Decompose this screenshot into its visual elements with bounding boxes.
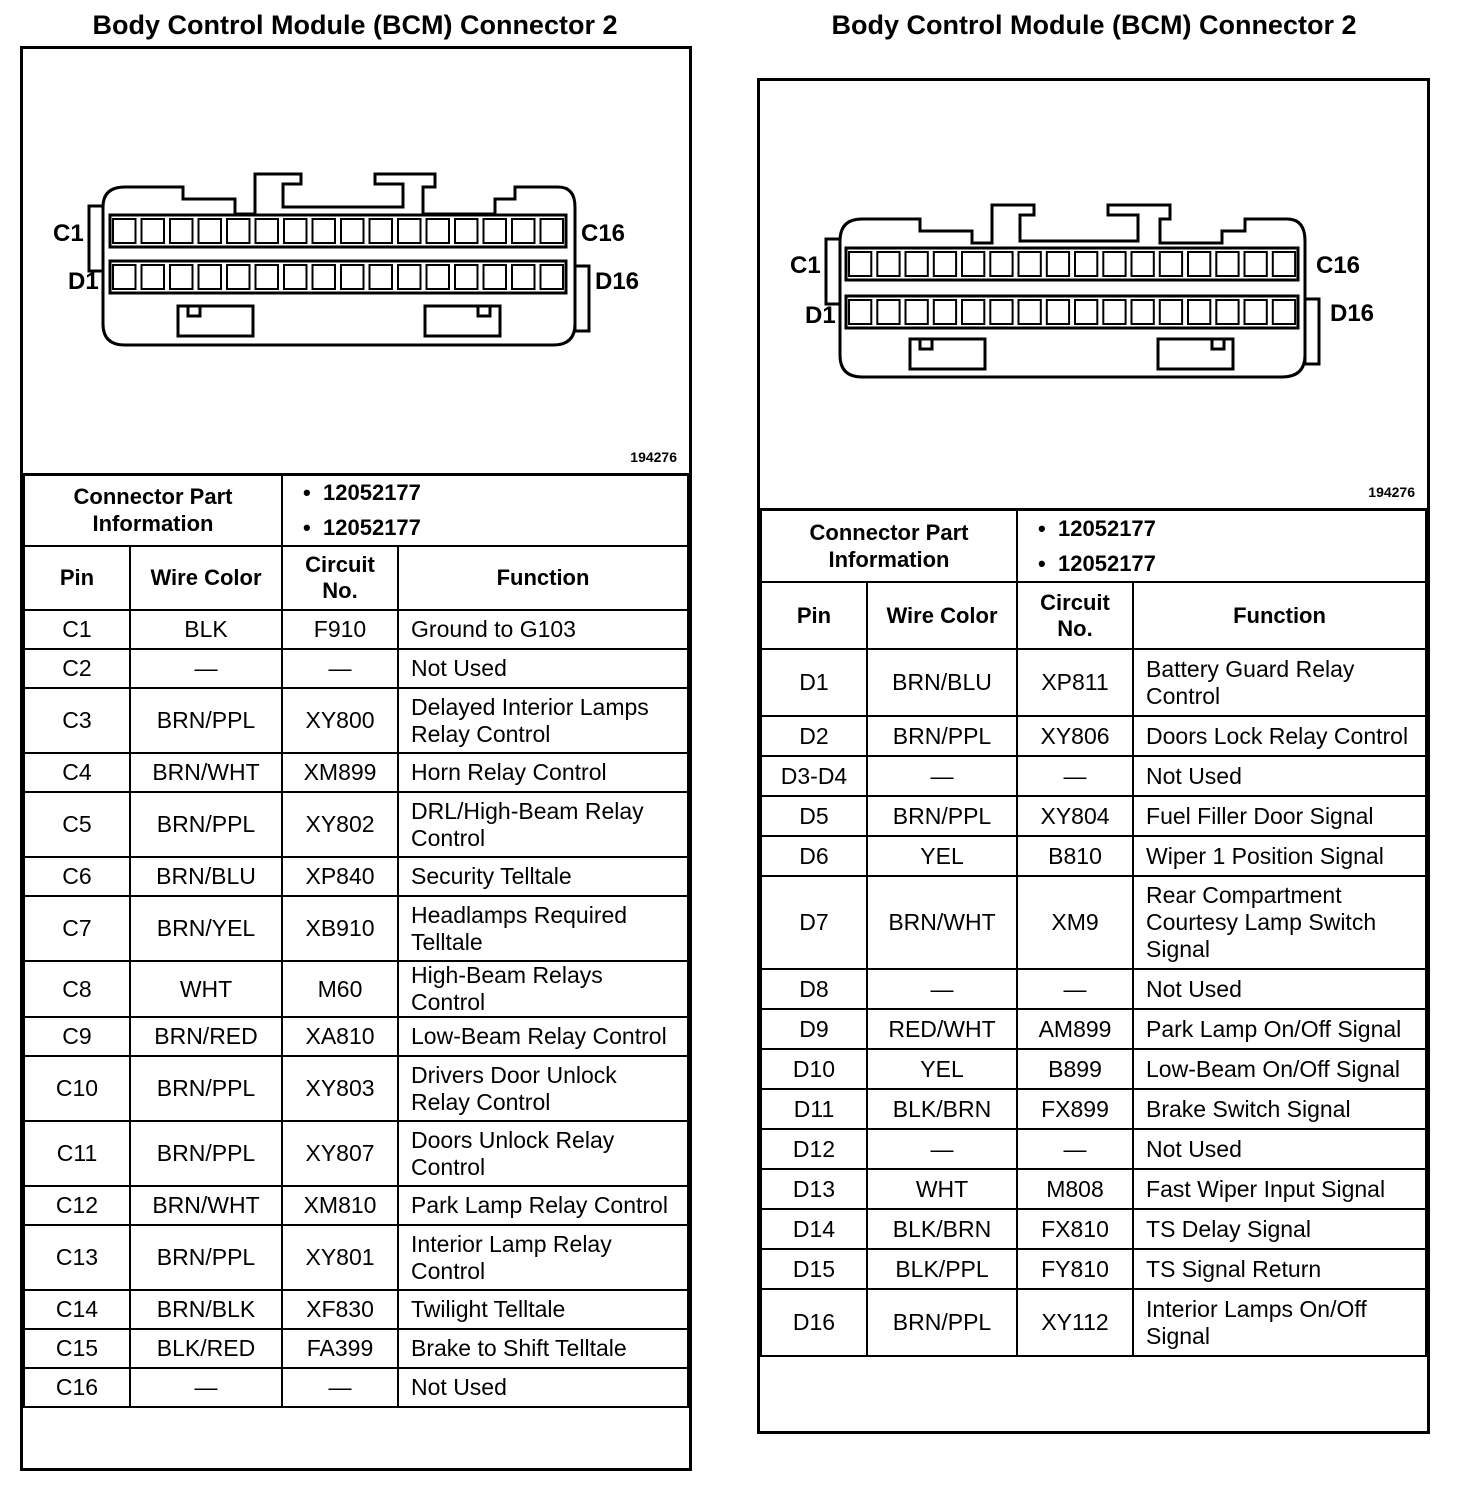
table-row [24, 857, 688, 896]
pin-cavity [170, 219, 193, 243]
pin-cavity [398, 265, 421, 289]
pin-cavity [170, 265, 193, 289]
table-row [24, 1017, 688, 1056]
right-part-info-label: Connector Part Information [761, 509, 1017, 582]
pin-cavity [906, 252, 928, 276]
wire-color-cell: BRN/BLU [130, 857, 282, 896]
left-header-row [24, 546, 688, 610]
wire-color-cell: BLK/BRN [867, 1209, 1017, 1249]
left-header-pin: Pin [24, 546, 130, 610]
circuit-cell: FX899 [1017, 1089, 1133, 1129]
table-row [24, 610, 688, 649]
table-row [761, 876, 1426, 969]
pin-cavity [849, 252, 871, 276]
pin-cell: D14 [761, 1209, 867, 1249]
pin-cavity [962, 252, 984, 276]
circuit-cell: B810 [1017, 836, 1133, 876]
function-cell: Doors Lock Relay Control [1133, 716, 1426, 756]
table-row [761, 716, 1426, 756]
function-cell: Park Lamp On/Off Signal [1133, 1009, 1426, 1049]
pin-cavity [1216, 300, 1238, 324]
circuit-cell: — [282, 1368, 398, 1407]
pin-cavity [962, 300, 984, 324]
function-cell: Doors Unlock Relay Control [398, 1121, 688, 1186]
circuit-cell: XY802 [282, 792, 398, 857]
pin-cell: C3 [24, 688, 130, 753]
left-part-numbers [282, 474, 688, 546]
table-row [24, 1056, 688, 1121]
left-figure-number: 194276 [630, 449, 677, 465]
pin-cell: C13 [24, 1225, 130, 1290]
wire-color-cell: WHT [130, 961, 282, 1017]
pin-cavity [1103, 300, 1125, 324]
pin-cavity [427, 265, 450, 289]
right-header-wire-color: Wire Color [867, 582, 1017, 649]
pin-cavity [1075, 300, 1097, 324]
pin-cell: C7 [24, 896, 130, 961]
right-part-number: • 12052177 [1058, 511, 1417, 546]
pin-cavity [1245, 300, 1267, 324]
function-cell: Fast Wiper Input Signal [1133, 1169, 1426, 1209]
function-cell: Not Used [1133, 969, 1426, 1009]
pin-cell: C14 [24, 1290, 130, 1329]
table-row [24, 649, 688, 688]
pin-cavity [313, 219, 336, 243]
function-cell: Interior Lamp Relay Control [398, 1225, 688, 1290]
left-panel-title: Body Control Module (BCM) Connector 2 [92, 10, 618, 40]
function-cell: Twilight Telltale [398, 1290, 688, 1329]
left-frame [20, 46, 692, 1471]
left-connector-drawing [23, 49, 689, 473]
wire-color-cell: YEL [867, 1049, 1017, 1089]
circuit-cell: AM899 [1017, 1009, 1133, 1049]
table-row [24, 896, 688, 961]
function-cell: Brake to Shift Telltale [398, 1329, 688, 1368]
wire-color-cell: BRN/PPL [130, 792, 282, 857]
right-label-c16: C16 [1316, 252, 1361, 279]
wire-color-cell: RED/WHT [867, 1009, 1017, 1049]
table-row [761, 1249, 1426, 1289]
table-row [24, 1186, 688, 1225]
pin-cavity [1245, 252, 1267, 276]
circuit-cell: FX810 [1017, 1209, 1133, 1249]
circuit-cell: FA399 [282, 1329, 398, 1368]
pin-cavity [284, 265, 307, 289]
pin-cavity [906, 300, 928, 324]
right-header-pin: Pin [761, 582, 867, 649]
pin-cell: C15 [24, 1329, 130, 1368]
function-cell: High-Beam Relays Control [398, 961, 688, 1017]
table-row [761, 1289, 1426, 1356]
pin-cell: D13 [761, 1169, 867, 1209]
wire-color-cell: BRN/PPL [867, 716, 1017, 756]
wire-color-cell: — [867, 1129, 1017, 1169]
pin-cavity [1160, 252, 1182, 276]
pin-cavity [1216, 252, 1238, 276]
wire-color-cell: BRN/BLU [867, 649, 1017, 716]
pin-cell: D15 [761, 1249, 867, 1289]
circuit-cell: XY800 [282, 688, 398, 753]
table-row [761, 756, 1426, 796]
pin-cavity [990, 300, 1012, 324]
function-cell: Park Lamp Relay Control [398, 1186, 688, 1225]
circuit-cell: XA810 [282, 1017, 398, 1056]
pin-cavity [541, 219, 564, 243]
function-cell: Low-Beam On/Off Signal [1133, 1049, 1426, 1089]
right-label-d1: D1 [805, 302, 836, 329]
pin-cell: D6 [761, 836, 867, 876]
circuit-cell: — [282, 649, 398, 688]
left-header-function: Function [398, 546, 688, 610]
right-panel-title: Body Control Module (BCM) Connector 2 [831, 10, 1357, 40]
left-part-info-label: Connector Part Information [24, 474, 282, 546]
circuit-cell: XM810 [282, 1186, 398, 1225]
pin-cavity [1188, 252, 1210, 276]
pin-cell: C11 [24, 1121, 130, 1186]
right-frame [757, 78, 1430, 1434]
function-cell: Horn Relay Control [398, 753, 688, 792]
wire-color-cell: BRN/YEL [130, 896, 282, 961]
table-row [24, 753, 688, 792]
pin-cavity [427, 219, 450, 243]
right-table-body [761, 649, 1426, 1356]
wire-color-cell: — [867, 969, 1017, 1009]
circuit-cell: — [1017, 969, 1133, 1009]
function-cell: DRL/High-Beam Relay Control [398, 792, 688, 857]
function-cell: Headlamps Required Telltale [398, 896, 688, 961]
pin-cell: C12 [24, 1186, 130, 1225]
pin-cavity [1132, 252, 1154, 276]
pin-cell: C6 [24, 857, 130, 896]
pin-cavity [877, 300, 899, 324]
left-header-circuit: Circuit No. [282, 546, 398, 610]
circuit-cell: M60 [282, 961, 398, 1017]
wire-color-cell: BRN/BLK [130, 1290, 282, 1329]
pin-cavity [934, 300, 956, 324]
pin-cavity [1019, 300, 1041, 324]
left-label-c1: C1 [53, 220, 84, 247]
pin-cavity [990, 252, 1012, 276]
left-table-body [24, 610, 688, 1407]
left-part-number: • 12052177 [323, 510, 679, 545]
wire-color-cell: BRN/RED [130, 1017, 282, 1056]
circuit-cell: XY801 [282, 1225, 398, 1290]
wire-color-cell: BRN/WHT [867, 876, 1017, 969]
left-panel [18, 0, 692, 1475]
circuit-cell: XY112 [1017, 1289, 1133, 1356]
pin-cavity [1273, 252, 1295, 276]
circuit-cell: XY804 [1017, 796, 1133, 836]
circuit-cell: FY810 [1017, 1249, 1133, 1289]
pin-cell: D16 [761, 1289, 867, 1356]
wire-color-cell: BRN/PPL [130, 1225, 282, 1290]
right-part-number: • 12052177 [1058, 546, 1417, 581]
pin-cavity [541, 265, 564, 289]
function-cell: Not Used [398, 1368, 688, 1407]
pin-cell: D8 [761, 969, 867, 1009]
pin-cavity [1188, 300, 1210, 324]
pin-cavity [256, 265, 279, 289]
pin-cavity [877, 252, 899, 276]
function-cell: Battery Guard Relay Control [1133, 649, 1426, 716]
pin-cavity [1160, 300, 1182, 324]
pin-cell: C5 [24, 792, 130, 857]
pin-cell: D11 [761, 1089, 867, 1129]
pin-cavity [113, 219, 136, 243]
circuit-cell: XB910 [282, 896, 398, 961]
wire-color-cell: BRN/PPL [130, 1121, 282, 1186]
pin-cell: D5 [761, 796, 867, 836]
pin-cavity [455, 219, 478, 243]
right-panel [756, 0, 1432, 1440]
function-cell: Not Used [1133, 1129, 1426, 1169]
pin-cell: C2 [24, 649, 130, 688]
pin-cavity [512, 265, 535, 289]
circuit-cell: — [1017, 756, 1133, 796]
pin-cavity [142, 219, 165, 243]
right-figure-number: 194276 [1368, 484, 1415, 500]
table-row [761, 1009, 1426, 1049]
pin-cavity [113, 265, 136, 289]
circuit-cell: XM9 [1017, 876, 1133, 969]
circuit-cell: — [1017, 1129, 1133, 1169]
function-cell: Wiper 1 Position Signal [1133, 836, 1426, 876]
left-table [23, 473, 689, 1408]
pin-cavity [1019, 252, 1041, 276]
pin-cavity [398, 219, 421, 243]
table-row [24, 1368, 688, 1407]
circuit-cell: B899 [1017, 1049, 1133, 1089]
function-cell: Drivers Door Unlock Relay Control [398, 1056, 688, 1121]
pin-cell: C16 [24, 1368, 130, 1407]
left-label-c16: C16 [581, 220, 626, 247]
pin-cavity [142, 265, 165, 289]
left-label-d1: D1 [68, 268, 99, 295]
wire-color-cell: BLK/RED [130, 1329, 282, 1368]
pin-cavity [1273, 300, 1295, 324]
pin-cavity [227, 219, 250, 243]
table-row [24, 1329, 688, 1368]
right-connector-diagram [760, 81, 1427, 511]
table-row [24, 1225, 688, 1290]
pin-cavity [199, 265, 222, 289]
function-cell: Not Used [1133, 756, 1426, 796]
table-row [761, 1129, 1426, 1169]
pin-cell: D3-D4 [761, 756, 867, 796]
wire-color-cell: BRN/WHT [130, 753, 282, 792]
left-label-d16: D16 [595, 268, 640, 295]
pin-cavity [455, 265, 478, 289]
wire-color-cell: YEL [867, 836, 1017, 876]
function-cell: TS Delay Signal [1133, 1209, 1426, 1249]
right-part-numbers [1017, 509, 1426, 582]
circuit-cell: XP840 [282, 857, 398, 896]
pin-cavity [934, 252, 956, 276]
pin-cavity [484, 219, 507, 243]
function-cell: Not Used [398, 649, 688, 688]
function-cell: Rear Compartment Courtesy Lamp Switch Signal [1133, 876, 1426, 969]
table-row [24, 1290, 688, 1329]
function-cell: TS Signal Return [1133, 1249, 1426, 1289]
function-cell: Interior Lamps On/Off Signal [1133, 1289, 1426, 1356]
wire-color-cell: BRN/PPL [130, 1056, 282, 1121]
pin-cavity [313, 265, 336, 289]
circuit-cell: XY806 [1017, 716, 1133, 756]
table-row [761, 1169, 1426, 1209]
pin-cavity [484, 265, 507, 289]
right-connector-drawing [760, 81, 1427, 508]
right-label-c1: C1 [790, 252, 821, 279]
pin-cell: C4 [24, 753, 130, 792]
table-row [761, 796, 1426, 836]
table-row [24, 961, 688, 1017]
table-row [761, 1089, 1426, 1129]
table-row [761, 969, 1426, 1009]
wire-color-cell: BRN/PPL [867, 796, 1017, 836]
pin-cavity [370, 219, 393, 243]
pin-cell: C10 [24, 1056, 130, 1121]
pin-cavity [1132, 300, 1154, 324]
pin-cell: D9 [761, 1009, 867, 1049]
right-table [760, 508, 1427, 1357]
right-header-row [761, 582, 1426, 649]
pin-cavity [370, 265, 393, 289]
table-row [761, 649, 1426, 716]
pin-cell: C1 [24, 610, 130, 649]
wire-color-cell: — [867, 756, 1017, 796]
pin-cell: C8 [24, 961, 130, 1017]
wire-color-cell: BRN/WHT [130, 1186, 282, 1225]
wire-color-cell: BLK/PPL [867, 1249, 1017, 1289]
left-connector-diagram [23, 49, 689, 476]
pin-cell: D1 [761, 649, 867, 716]
function-cell: Ground to G103 [398, 610, 688, 649]
pin-cavity [341, 265, 364, 289]
pin-cavity [1047, 300, 1069, 324]
table-row [761, 1049, 1426, 1089]
circuit-cell: XP811 [1017, 649, 1133, 716]
table-row [24, 688, 688, 753]
pin-cavity [227, 265, 250, 289]
pin-cavity [849, 300, 871, 324]
table-row [24, 1121, 688, 1186]
table-row [24, 792, 688, 857]
pin-cavity [256, 219, 279, 243]
pin-cell: D2 [761, 716, 867, 756]
wire-color-cell: — [130, 649, 282, 688]
pin-cell: D10 [761, 1049, 867, 1089]
pin-cell: D12 [761, 1129, 867, 1169]
circuit-cell: XY803 [282, 1056, 398, 1121]
pin-cell: C9 [24, 1017, 130, 1056]
pin-cavity [341, 219, 364, 243]
pin-cell: D7 [761, 876, 867, 969]
wire-color-cell: BRN/PPL [130, 688, 282, 753]
wire-color-cell: BRN/PPL [867, 1289, 1017, 1356]
function-cell: Fuel Filler Door Signal [1133, 796, 1426, 836]
circuit-cell: F910 [282, 610, 398, 649]
pin-cavity [199, 219, 222, 243]
wire-color-cell: — [130, 1368, 282, 1407]
circuit-cell: XY807 [282, 1121, 398, 1186]
function-cell: Low-Beam Relay Control [398, 1017, 688, 1056]
pin-cavity [1075, 252, 1097, 276]
circuit-cell: XF830 [282, 1290, 398, 1329]
right-label-d16: D16 [1330, 300, 1375, 327]
circuit-cell: M808 [1017, 1169, 1133, 1209]
table-row [761, 836, 1426, 876]
right-part-info-row [761, 509, 1426, 582]
pin-cavity [512, 219, 535, 243]
wire-color-cell: BLK/BRN [867, 1089, 1017, 1129]
left-header-wire-color: Wire Color [130, 546, 282, 610]
wire-color-cell: BLK [130, 610, 282, 649]
left-part-number: • 12052177 [323, 475, 679, 510]
circuit-cell: XM899 [282, 753, 398, 792]
right-header-circuit: Circuit No. [1017, 582, 1133, 649]
pin-cavity [1103, 252, 1125, 276]
function-cell: Security Telltale [398, 857, 688, 896]
pin-cavity [1047, 252, 1069, 276]
function-cell: Delayed Interior Lamps Relay Control [398, 688, 688, 753]
wire-color-cell: WHT [867, 1169, 1017, 1209]
right-header-function: Function [1133, 582, 1426, 649]
pin-cavity [284, 219, 307, 243]
function-cell: Brake Switch Signal [1133, 1089, 1426, 1129]
table-row [761, 1209, 1426, 1249]
left-part-info-row [24, 474, 688, 546]
